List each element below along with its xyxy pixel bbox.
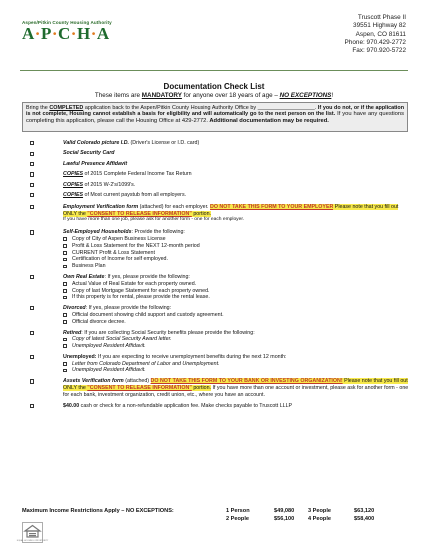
logo-subtitle: Aspen/Pitkin County Housing Authority <box>22 20 112 25</box>
checkbox[interactable] <box>30 183 34 187</box>
check-item-divorced: Divorced: If yes, please provide the following: Official document showing child support and custody agreement. Official divorce decree. <box>30 305 410 325</box>
checkbox[interactable] <box>63 338 67 342</box>
logo-wordmark: A·P·C·H·A <box>22 24 110 43</box>
check-item-retired: Retired: If you are collecting Social Security benefits please provide the following: Copy of latest Social Security Award letter. Unemployed Resident Affidavit. <box>30 330 410 350</box>
sub-item: Copy of City of Aspen Business License <box>63 236 410 243</box>
sub-item: Letter from Colorado Department of Labor and Unemployment. <box>63 361 410 368</box>
svg-text:EQUAL HOUSING OPPORTUNITY: EQUAL HOUSING OPPORTUNITY <box>16 540 49 542</box>
check-item-assets: Assets Verification form (attached) DO NOT TAKE THIS FORM TO YOUR BANK OR INVESTING ORGANIZATION! Please note that you fill out ONLY the "CONSENT TO RELEASE INFORMATION" portion. If you have more than one account or investment, please ask for another form - one for each bank, investment organization, credit union, etc., where you have an account. <box>30 378 410 398</box>
address-line: Aspen, CO 81611 <box>355 30 406 38</box>
check-item-presence: Lawful Presence Affidavit <box>30 161 410 168</box>
checkbox[interactable] <box>63 237 67 241</box>
checklist <box>30 140 410 409</box>
checkbox[interactable] <box>30 193 34 197</box>
checkbox[interactable] <box>63 344 67 348</box>
checkbox[interactable] <box>63 265 67 269</box>
address-line: Truscott Phase II <box>357 14 406 21</box>
checkbox[interactable] <box>63 251 67 255</box>
checkbox[interactable] <box>63 282 67 286</box>
page-subtitle: These items are MANDATORY for anyone over 18 years of age – NO EXCEPTIONS! <box>94 92 334 99</box>
check-item-ss-card: Social Security Card <box>30 150 410 157</box>
sub-item: Official divorce decree. <box>63 319 410 326</box>
phone-line: Phone: 970.429-2772 <box>344 38 406 46</box>
checkbox[interactable] <box>30 141 34 145</box>
sub-item: Official document showing child support and custody agreement. <box>63 312 410 319</box>
check-item-paystub: COPIES of Most current paystub from all employers. <box>30 192 410 199</box>
checkbox[interactable] <box>30 152 34 156</box>
checkbox[interactable] <box>30 230 34 234</box>
page-title: Documentation Check List <box>163 82 265 91</box>
sub-item: Actual Value of Real Estate for each property owned. <box>63 281 410 288</box>
max-income-label: Maximum Income Restrictions Apply – NO EXCEPTIONS: <box>22 508 174 514</box>
check-item-tax-return: COPIES of 2015 Complete Federal Income Tax Return <box>30 171 410 178</box>
checkbox[interactable] <box>30 379 34 383</box>
sub-item: Profit & Loss Statement for the NEXT 12-month period <box>63 243 410 250</box>
checkbox[interactable] <box>63 289 67 293</box>
check-item-unemployed: Unemployed: If you are expecting to receive unemployment benefits during the next 12 month: Letter from Colorado Department of Labor and Unemployment. Unemployed Resident Affidavit. <box>30 354 410 374</box>
checkbox[interactable] <box>30 331 34 335</box>
income-row: 2 People $56,100 4 People $58,400 <box>226 515 375 522</box>
letterhead <box>0 0 428 70</box>
sub-item: CURRENT Profit & Loss Statement <box>63 250 410 257</box>
sub-item: Copy of last Mortgage Statement for each property owned. <box>63 288 410 295</box>
checkbox[interactable] <box>63 320 67 324</box>
checkbox[interactable] <box>30 306 34 310</box>
sub-item: Unemployed Resident Affidavit. <box>63 343 410 350</box>
address-line: 39551 Highway 82 <box>353 22 406 30</box>
checkbox[interactable] <box>30 275 34 279</box>
check-item-employment: Employment Verification form (attached) for each employer. DO NOT TAKE THIS FORM TO YOUR EMPLOYER Please note that you fill out ONLY the "CONSENT TO RELEASE INFORMATION" portion. If you have more than one job, please ask for another form - one for each employer. <box>30 204 410 224</box>
checkbox[interactable] <box>63 244 67 248</box>
fax-line: Fax: 970.920-5722 <box>352 47 406 55</box>
checkbox[interactable] <box>63 362 67 366</box>
header-divider <box>20 70 408 71</box>
max-income-table <box>226 508 426 523</box>
check-item-self-employed: Self-Employed Households: Provide the following: Copy of City of Aspen Business License Profit & Loss Statement for the NEXT 12-month period CURRENT Profit & Loss Statement Certification of Income for self employed. Business Plan <box>30 229 410 270</box>
equal-housing-icon <box>16 522 49 543</box>
check-item-picture-id: Valid Colorado picture I.D. (Driver's License or I.D. card) <box>30 140 410 147</box>
checkbox[interactable] <box>30 162 34 166</box>
checkbox[interactable] <box>30 404 34 408</box>
checkbox[interactable] <box>30 172 34 176</box>
checkbox[interactable] <box>63 258 67 262</box>
checkbox[interactable] <box>30 355 34 359</box>
apcha-logo <box>22 20 112 43</box>
sub-item: Business Plan <box>63 263 410 270</box>
instructions-box: Bring the COMPLETED application back to the Aspen/Pitkin County Housing Authority Office by ___________________. If you do not, or if the application is not complete, Housing cannot establish a basis for eligibility and will automatically go to the next person on the list. If you have any questions completing this application, please call the Housing Office at 429-2772. Additional documentation may be required. <box>22 102 408 132</box>
checkbox[interactable] <box>63 313 67 317</box>
checkbox[interactable] <box>63 369 67 373</box>
check-item-w2: COPIES of 2015 W-2's/1099's. <box>30 182 410 189</box>
income-row: 1 Person $49,080 3 People $63,120 <box>226 508 375 514</box>
sub-item: If this property is for rental, please provide the rental lease. <box>63 294 410 301</box>
sub-item: Certification of Income for self employed. <box>63 256 410 263</box>
sub-item: Copy of latest Social Security Award letter. <box>63 336 410 343</box>
checkbox[interactable] <box>30 205 34 209</box>
checkbox[interactable] <box>63 296 67 300</box>
sub-item: Unemployed Resident Affidavit. <box>63 367 410 374</box>
office-address <box>345 14 406 55</box>
check-item-fee: $40.00 cash or check for a non-refundable application fee. Make checks payable to Truscott LLLP <box>30 403 410 410</box>
check-item-real-estate: Own Real Estate: If yes, please provide the following: Actual Value of Real Estate for each property owned. Copy of last Mortgage Statement for each property owned. If this property is for rental, please provide the rental lease. <box>30 274 410 301</box>
